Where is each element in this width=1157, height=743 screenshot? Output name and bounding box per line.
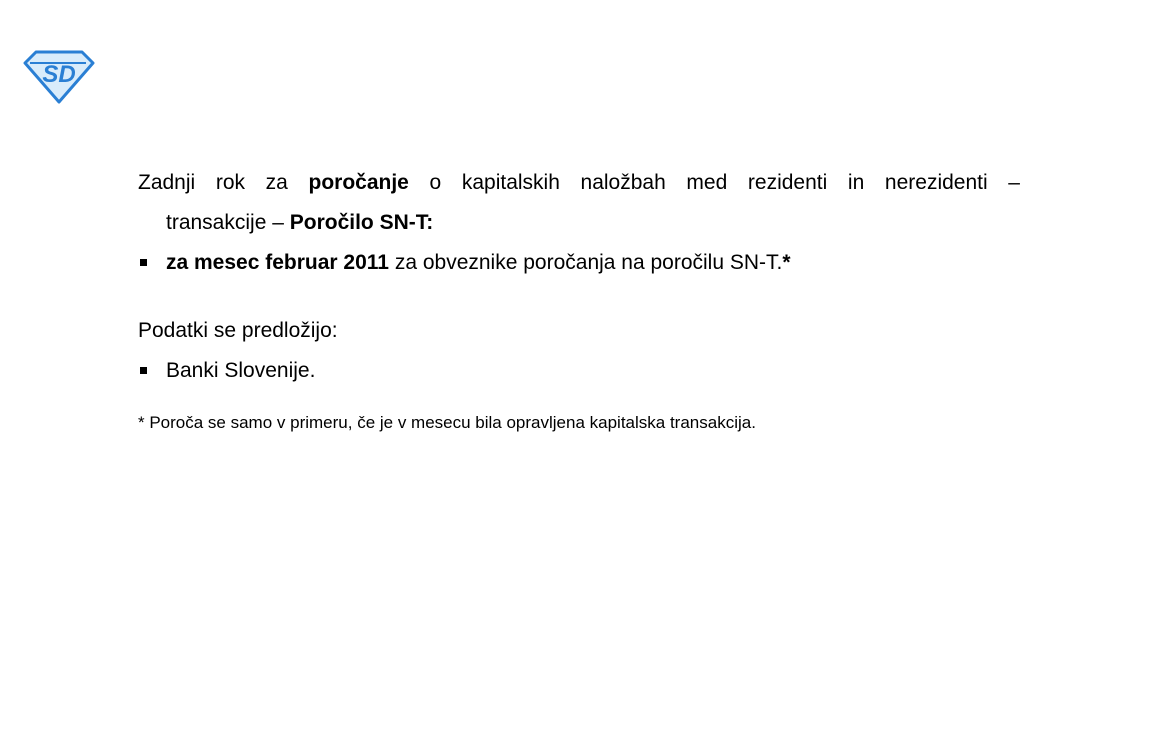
- sd-logo-text: SD: [42, 61, 76, 88]
- square-bullet-icon: [140, 259, 147, 266]
- deadline-text-c: transakcije –: [166, 211, 290, 234]
- bullet-bank-text: Banki Slovenije.: [166, 359, 316, 382]
- sd-logo: [22, 47, 96, 105]
- footnote: * Poroča se samo v primeru, če je v mesecu bila opravljena kapitalska transakcija.: [138, 413, 756, 432]
- sd-logo-icon: [22, 47, 96, 105]
- deadline-content: [138, 163, 1020, 435]
- submit-heading: Podatki se predložijo:: [138, 319, 338, 342]
- bullet-item-month: [138, 243, 1020, 283]
- report-name: Poročilo SN-T:: [289, 211, 434, 234]
- deadline-text-b: o kapitalskih naložbah med rezidenti in nerezidenti –: [408, 171, 1020, 194]
- deadline-line-2: [138, 203, 1020, 243]
- deadline-line-1: [138, 163, 1020, 203]
- bullet-item-bank: [138, 351, 1020, 391]
- bullet-month-bold: za mesec februar 2011: [166, 251, 389, 274]
- deadline-bold-reporting: poročanje: [308, 171, 409, 194]
- deadline-text-a: Zadnji rok za: [138, 171, 309, 194]
- footnote-mark: *: [782, 251, 791, 274]
- bullet-month-text: za obveznike poročanja na poročilu SN-T.: [388, 251, 783, 274]
- square-bullet-icon: [140, 367, 147, 374]
